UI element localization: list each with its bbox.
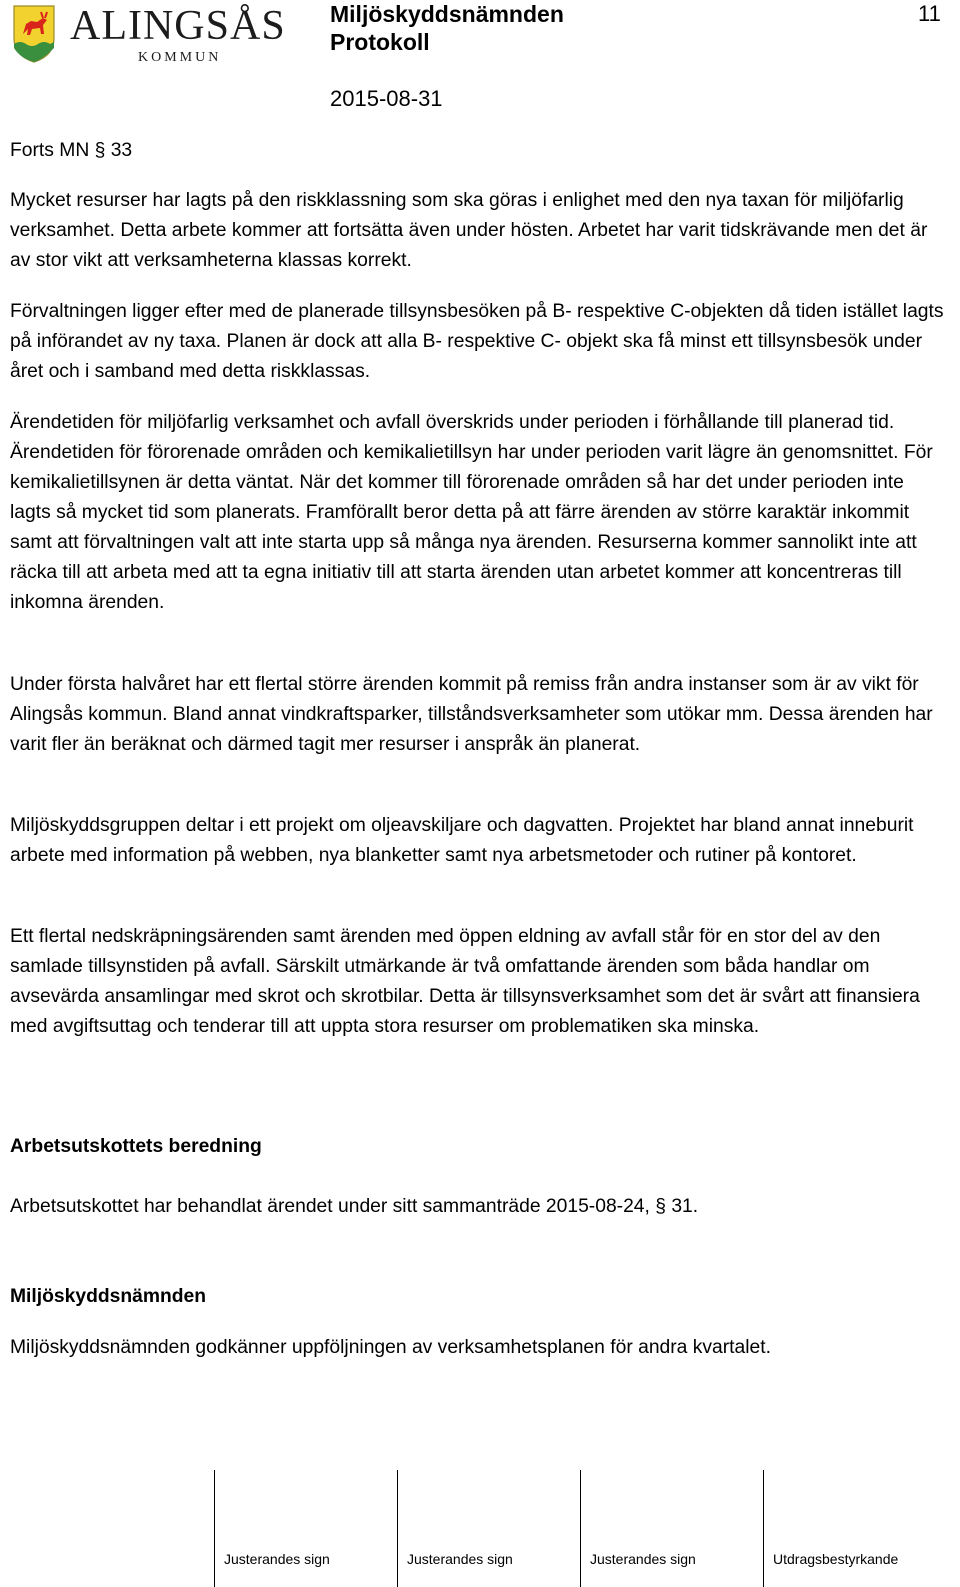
committee-name: Miljöskyddsnämnden <box>330 1 564 27</box>
signature-label-1: Justerandes sign <box>224 1551 330 1567</box>
coat-of-arms-icon <box>12 4 56 64</box>
logo-wordmark: ALINGSÅS <box>70 3 286 49</box>
paragraph-6: Ett flertal nedskräpningsärenden samt ärenden med öppen eldning av avfall står för en stor del av den samlade tillsynstiden på avfall. Särskilt utmärkande är två omfattande ärenden som båda handlar om avsevärda ansamlingar med skrot och skrotbilar. Detta är tillsynsverksamhet som det är svårt att finansiera med avgiftsuttag och tenderar till att uppta stora resurser om problematiken ska minska. <box>10 926 920 1037</box>
mn-heading: Miljöskyddsnämnden <box>10 1286 207 1307</box>
paragraph-5: Miljöskyddsgruppen deltar i ett projekt om oljeavskiljare och dagvatten. Projektet har bland annat inneburit arbete med information på webben, nya blanketter samt nya arbetsmetoder och rutiner på kontoret. <box>10 815 914 866</box>
logo-subtitle: KOMMUN <box>138 50 222 65</box>
paragraph-2: Förvaltningen ligger efter med de planerade tillsynsbesöken på B- respektive C-objekten då tiden istället lagts på införandet av ny taxa. Planen är dock att alla B- respektive C- objekt ska få minst ett tillsynsbesök under året och i samband med detta riskklassas. <box>10 301 944 382</box>
au-heading: Arbetsutskottets beredning <box>10 1136 262 1157</box>
signature-divider <box>397 1470 398 1587</box>
paragraph-1: Mycket resurser har lagts på den riskklassning som ska göras i enlighet med den nya taxan för miljöfarlig verksamhet. Detta arbete kommer att fortsätta även under hösten. Arbetet har varit tidskrävande men det är av stor vikt att verksamheterna klassas korrekt. <box>10 190 928 271</box>
municipality-logo <box>12 4 292 70</box>
mn-decision: Miljöskyddsnämnden godkänner uppföljningen av verksamhetsplanen för andra kvartalet. <box>10 1337 771 1358</box>
au-text: Arbetsutskottet har behandlat ärendet under sitt sammanträde 2015-08-24, § 31. <box>10 1196 699 1217</box>
extract-certification-label: Utdragsbestyrkande <box>773 1551 899 1567</box>
signature-divider <box>580 1470 581 1587</box>
meeting-date: 2015-08-31 <box>330 86 443 111</box>
document-type: Protokoll <box>330 29 430 55</box>
page-number: 11 <box>918 1 941 26</box>
signature-label-3: Justerandes sign <box>590 1551 696 1567</box>
signature-divider <box>214 1470 215 1587</box>
section-reference: Forts MN § 33 <box>10 140 133 161</box>
paragraph-4: Under första halvåret har ett flertal större ärenden kommit på remiss från andra instanser som är av vikt för Alingsås kommun. Bland annat vindkraftsparker, tillståndsverksamheter som utökar mm. Dessa ärenden har varit fler än beräknat och därmed tagit mer resurser i anspråk än planerat. <box>10 674 933 755</box>
signature-label-2: Justerandes sign <box>407 1551 513 1567</box>
paragraph-3: Ärendetiden för miljöfarlig verksamhet och avfall överskrids under perioden i förhållande till planerad tid. Ärendetiden för förorenade områden och kemikalietillsyn har under perioden varit lägre än genomsnittet. För kemikalietillsynen är detta väntat. När det kommer till förorenade områden så har det under perioden inte lagts så mycket tid som planerats. Framförallt beror detta på att färre ärenden av större karaktär inkommit samt att förvaltningen valt att inte starta upp så många nya ärenden. Resurserna kommer sannolikt inte att räcka till att arbeta med att ta egna initiativ till att starta ärenden utan arbetet kommer att koncentreras till inkomna ärenden. <box>10 412 933 613</box>
signature-divider <box>763 1470 764 1587</box>
